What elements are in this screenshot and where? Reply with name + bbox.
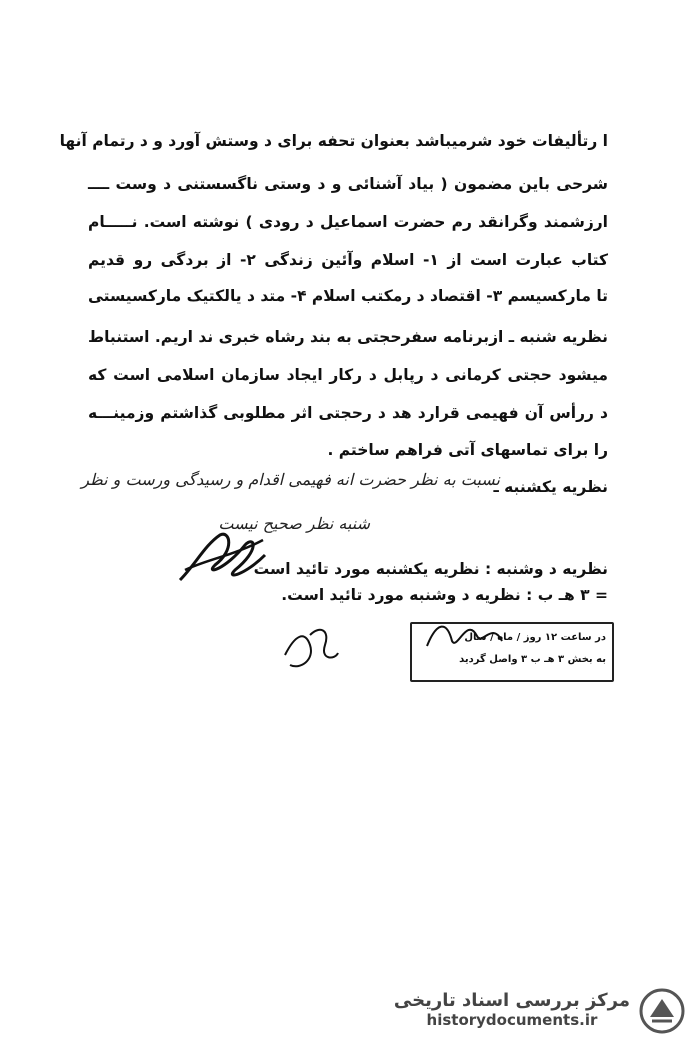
stamp-row-2: به بخش ۳ هـ ب ۳ واصل گردید [459,654,606,665]
footer-watermark [394,990,630,1029]
footer-website: historydocuments.ir [426,1011,598,1029]
stamp-row-1: در ساعت ۱۲ روز / ماه / سال [464,632,606,643]
tuesday-line: = ۳ هـ ب : نظریه د وشنبه مورد تائید است. [281,586,608,604]
sunday-handwritten-note-2: شنبه نظر صحیح نیست [218,514,370,533]
margin-number [286,628,287,629]
sunday-handwritten-note: نسبت به نظر حضرت انه فهیمی اقدام و رسیدگی ورست و نظر [81,470,500,489]
monday-line: نظریه د وشنبه : نظریه یکشنبه مورد تائید است [253,560,608,578]
body-line-7: میشود حجتی کرمانی د رپابل د رکار ایجاد سازمان اسلامی است که [88,366,608,384]
archive-logo-icon [638,987,686,1035]
body-line-2: شرحی باین مضمون ( بیاد آشنائی و د وستی ناگسستنی د وست ــــ [88,175,608,193]
body-line-9: را برای تماسهای آتی فراهم ساختم . [327,441,608,459]
footer-org-name: مرکز بررسی اسناد تاریخی [393,990,630,1011]
body-line-3: ارزشمند وگرانقد رم حضرت اسماعیل د رودی ) نوشته است. نـــــام [88,213,608,231]
body-line-5: تا مارکسیسم ۳- اقتصاد د رمکتب اسلام ۴- متد د یالکتیک مارکسیستی [87,287,608,305]
receipt-stamp [410,622,614,682]
body-line-6: نظریه شنبه ـ ازبرنامه سفرحجتی به بند رشاه خبری ند اریم. استنباط [88,328,608,346]
stamp-signature [422,616,542,656]
body-line-4: کتاب عبارت است از ۱- اسلام وآئین زندگی ۲- از بردگی رو قدیم [88,251,608,269]
sunday-label: نظریه یکشنبه ـ [493,478,608,496]
body-line-1: ا رتألیفات خود شرمیباشد بعنوان تحفه برای د وستش آورد و د رتمام آنها [59,132,608,150]
margin-number-scribble [280,615,340,675]
signature-scribble [175,525,270,590]
body-line-8: د ررأس آن فهیمی قرارد هد د رحجتی اثر مطلوبی گذاشتم وزمینـــه [88,404,608,422]
